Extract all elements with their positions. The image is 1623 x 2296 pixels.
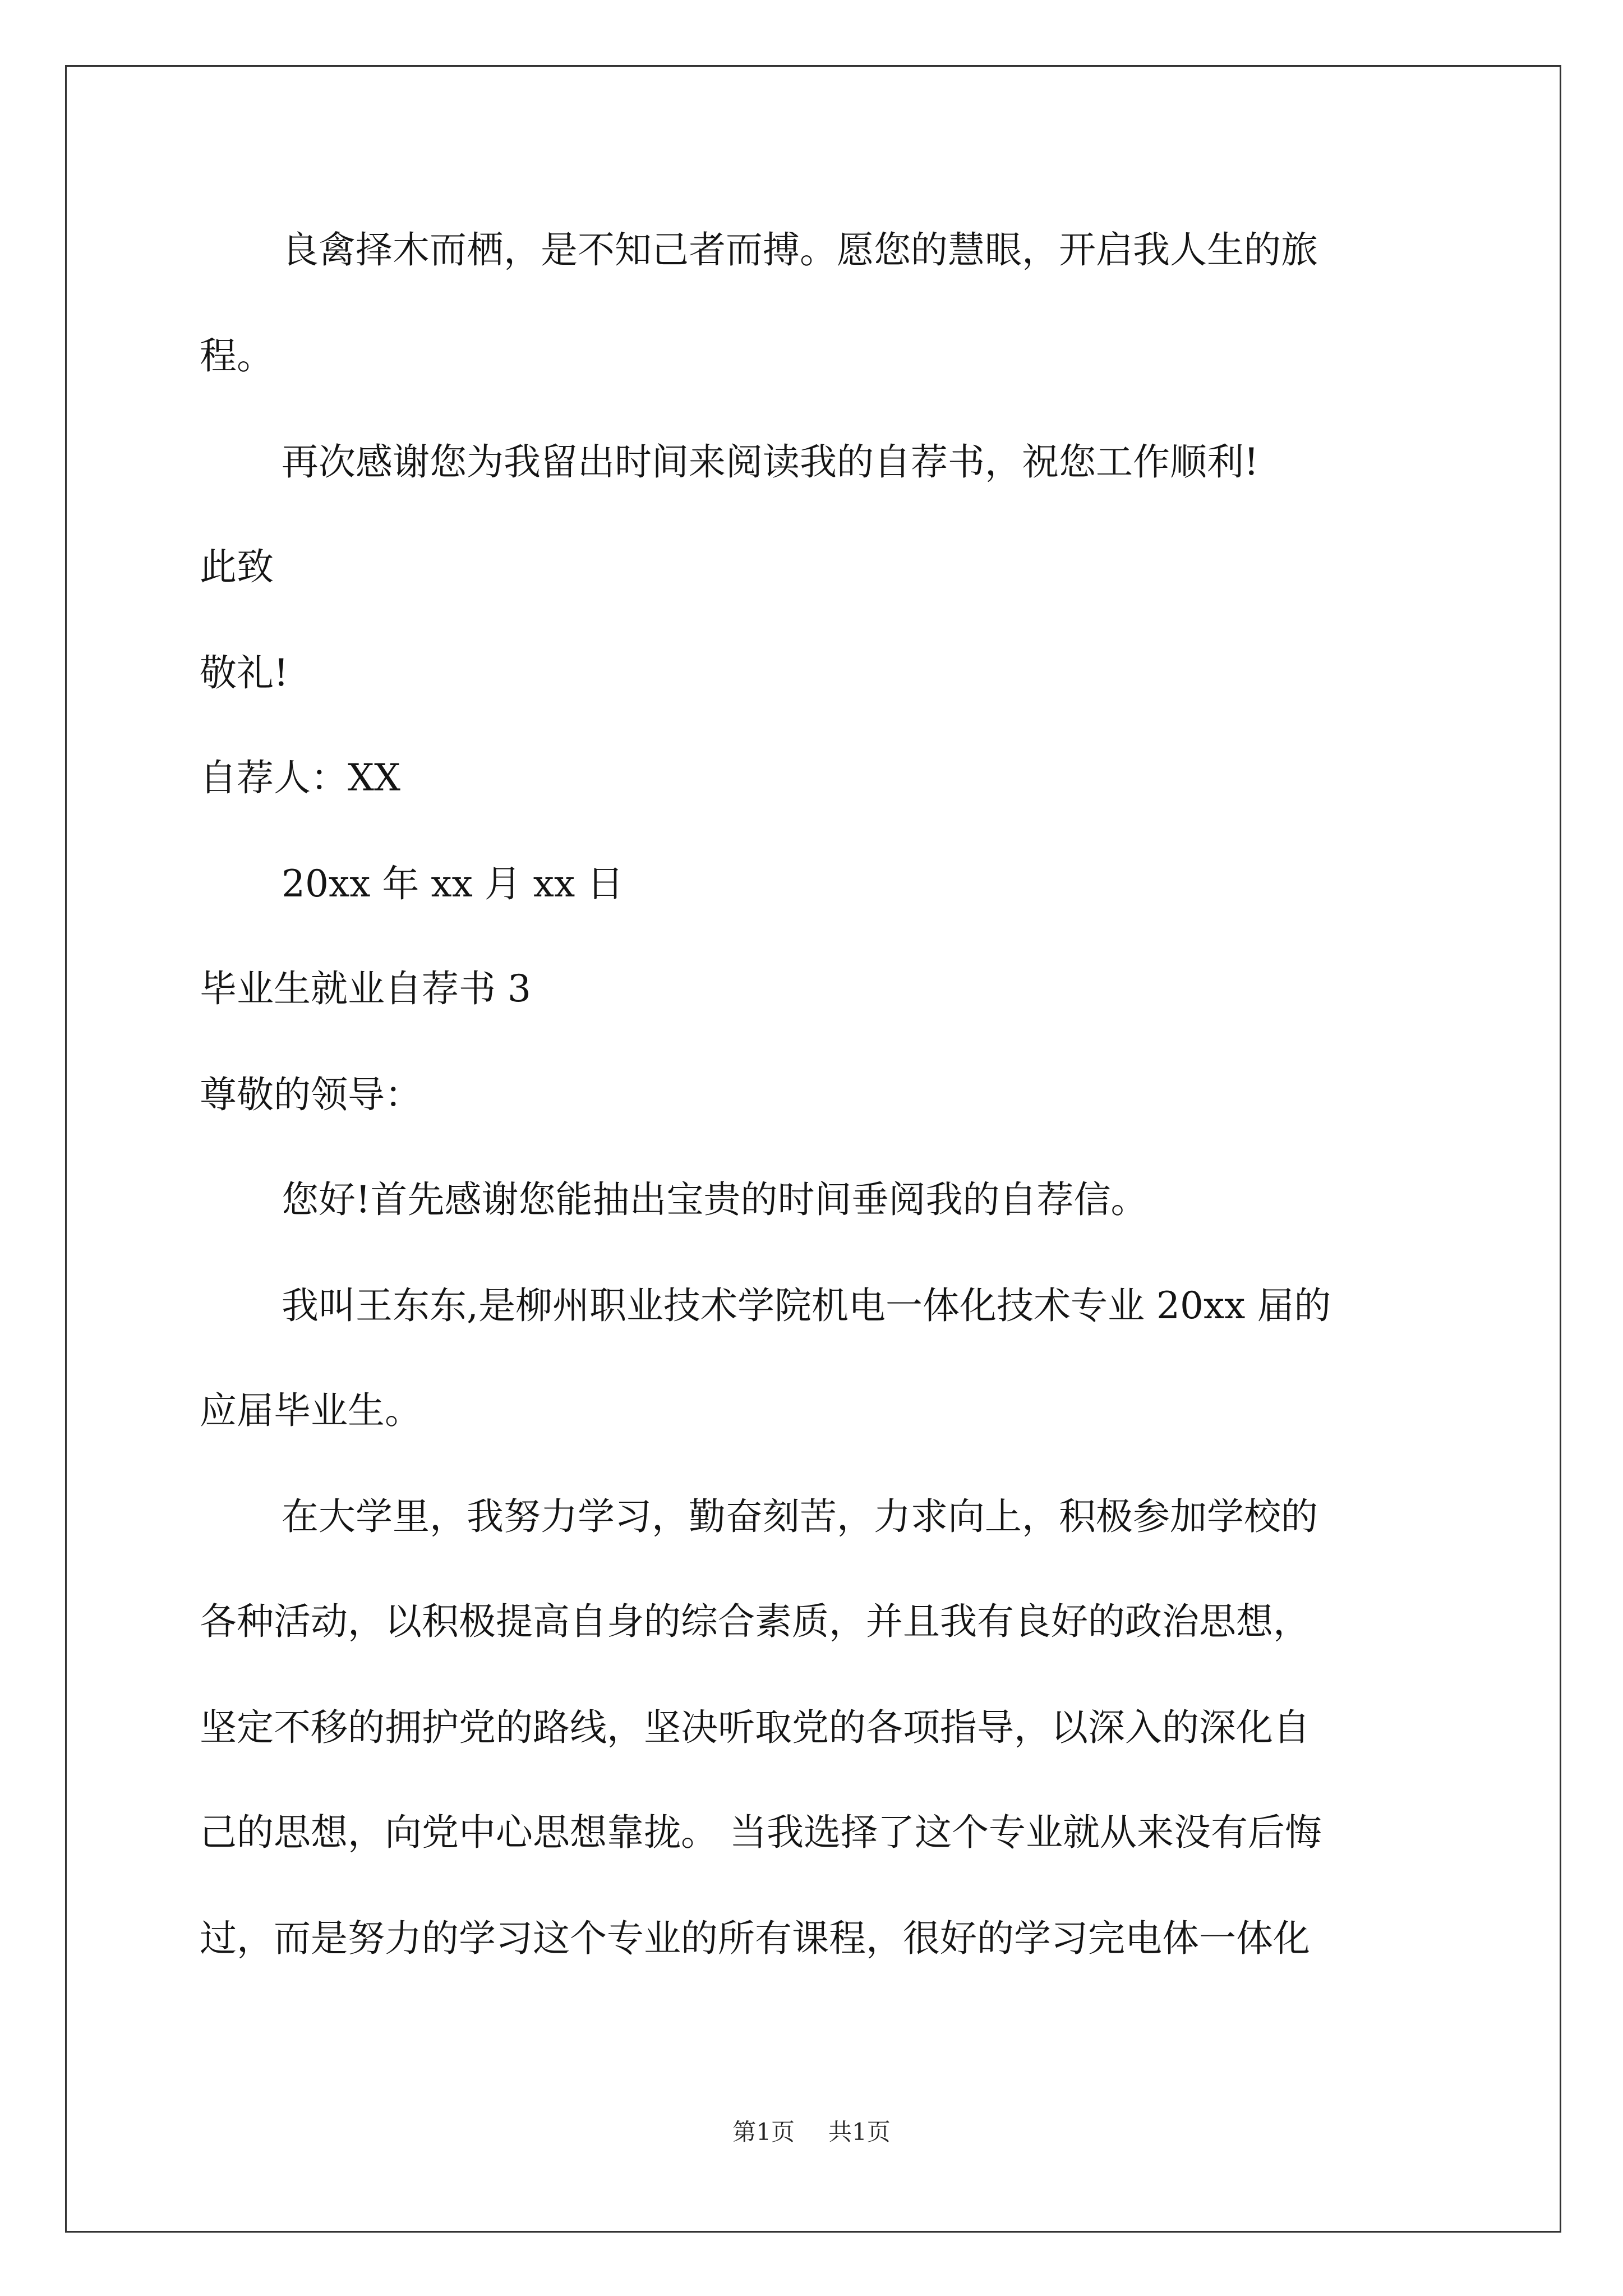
text-line: 敬礼! bbox=[200, 651, 289, 694]
section-title: 毕业生就业自荐书 3 bbox=[200, 967, 531, 1010]
salutation: 尊敬的领导： bbox=[200, 1073, 422, 1116]
text-line: 您好!首先感谢您能抽出宝贵的时间垂阅我的自荐信。 bbox=[282, 1178, 1148, 1221]
text-line: 自荐人：XX bbox=[200, 756, 400, 799]
text-line: 我叫王东东,是柳州职业技术学院机电一体化技术专业 20xx 届的 bbox=[282, 1284, 1331, 1327]
text-line: 在大学里，我努力学习，勤奋刻苦，力求向上，积极参加学校的 bbox=[282, 1495, 1318, 1538]
text-line: 坚定不移的拥护党的路线，坚决听取党的各项指导，以深入的深化自 bbox=[200, 1706, 1310, 1749]
text-line: 应届毕业生。 bbox=[200, 1389, 422, 1432]
text-line: 程。 bbox=[200, 334, 274, 378]
page-total: 共1页 bbox=[828, 2118, 891, 2146]
page-border bbox=[65, 65, 1561, 2233]
text-line: 过，而是努力的学习这个专业的所有课程，很好的学习完电体一体化 bbox=[200, 1917, 1310, 1960]
text-line: 此致 bbox=[200, 545, 274, 588]
page-number: 第1页 bbox=[732, 2118, 795, 2146]
text-line: 各种活动，以积极提高自身的综合素质，并且我有良好的政治思想， bbox=[200, 1600, 1310, 1643]
text-line: 己的思想，向党中心思想靠拢。 当我选择了这个专业就从来没有后悔 bbox=[200, 1811, 1322, 1854]
text-line: 良禽择木而栖，是不知己者而搏。愿您的慧眼，开启我人生的旅 bbox=[282, 228, 1318, 272]
text-line: 再次感谢您为我留出时间来阅读我的自荐书，祝您工作顺利! bbox=[282, 440, 1259, 484]
text-line: 20xx 年 xx 月 xx 日 bbox=[282, 862, 624, 905]
page-footer bbox=[0, 2115, 1623, 2149]
